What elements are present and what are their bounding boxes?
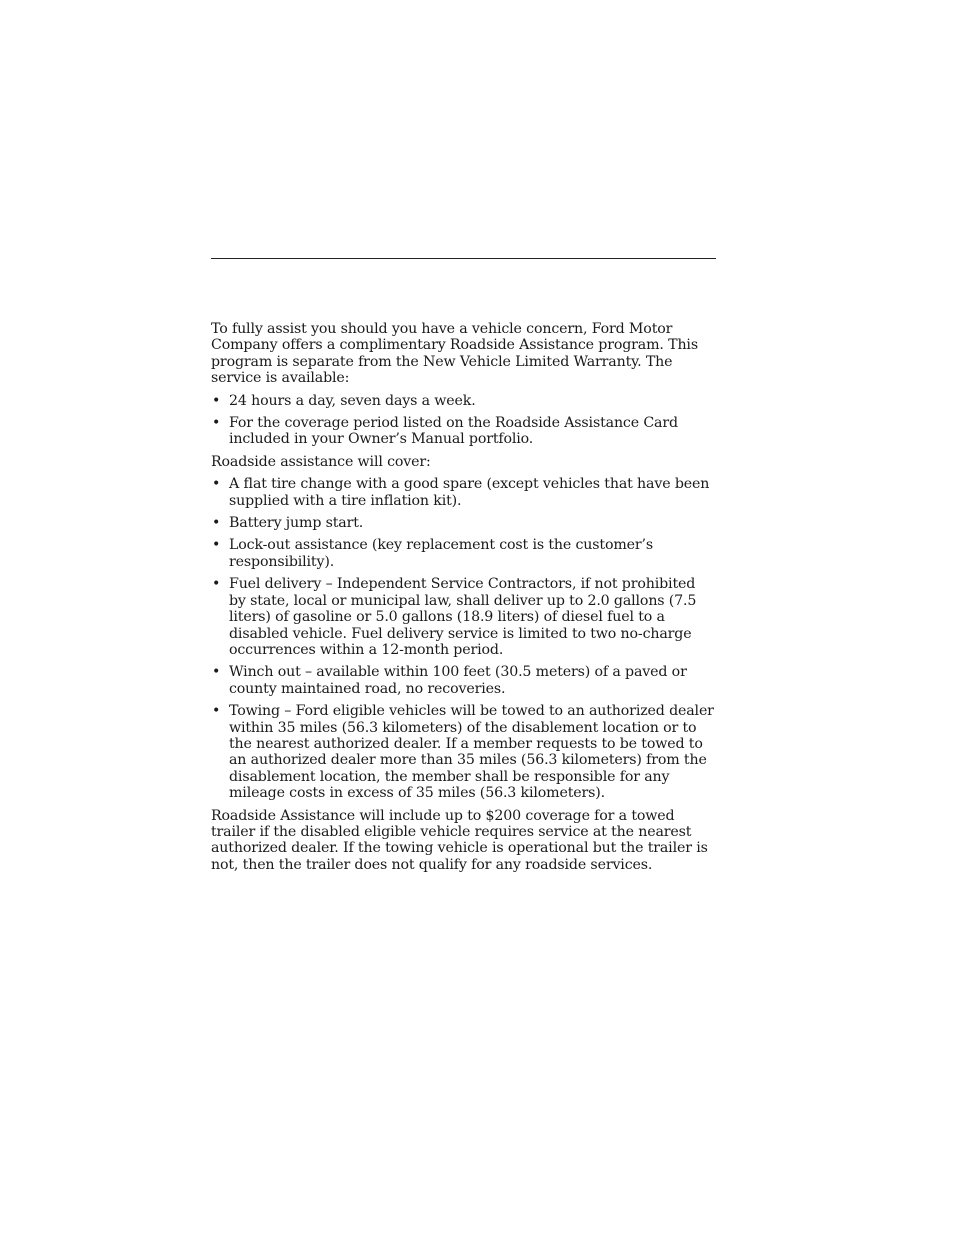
document-body bbox=[211, 321, 716, 879]
bullet-icon: • bbox=[212, 392, 221, 409]
intro-paragraph: To fully assist you should you have a vehicle concern, Ford Motor Company offers a complimentary Roadside Assistance program. This program is separate from the New Vehicle Limited Warranty. The service is available: bbox=[211, 321, 698, 387]
bullet-icon: • bbox=[212, 576, 221, 593]
list-item bbox=[211, 664, 716, 697]
list-item-text: A flat tire change with a good spare (except vehicles that have been supplied with a tire inflation kit). bbox=[229, 476, 710, 509]
list-item-text: 24 hours a day, seven days a week. bbox=[229, 392, 476, 409]
availability-list bbox=[211, 393, 716, 448]
list-item bbox=[211, 515, 716, 531]
coverage-list bbox=[211, 476, 716, 801]
bullet-icon: • bbox=[212, 703, 221, 720]
bullet-icon: • bbox=[212, 664, 221, 681]
bullet-icon: • bbox=[212, 537, 221, 554]
list-item-text: Winch out – available within 100 feet (30.5 meters) of a paved or county maintained road, no recoveries. bbox=[229, 664, 687, 697]
list-item bbox=[211, 476, 716, 509]
list-item bbox=[211, 703, 716, 801]
header-rule bbox=[211, 258, 716, 259]
bullet-icon: • bbox=[212, 415, 221, 432]
trailer-paragraph: Roadside Assistance will include up to $200 coverage for a towed trailer if the disabled eligible vehicle requires service at the nearest authorized dealer. If the towing vehicle is operational but the trailer is not, then the trailer does not qualify for any roadside services. bbox=[211, 807, 708, 873]
list-item-text: For the coverage period listed on the Roadside Assistance Card included in your Owner’s Manual portfolio. bbox=[229, 415, 678, 448]
list-item-text: Battery jump start. bbox=[229, 515, 364, 532]
coverage-heading: Roadside assistance will cover: bbox=[211, 453, 431, 470]
list-item bbox=[211, 393, 716, 409]
list-item bbox=[211, 576, 716, 658]
list-item-text: Fuel delivery – Independent Service Contractors, if not prohibited by state, local or municipal law, shall deliver up to 2.0 gallons (7.5 liters) of gasoline or 5.0 gallons (18.9 liters) of diesel fuel to a disabled vehicle. Fuel delivery service is limited to two no-charge occurrences within a 12-month period. bbox=[229, 576, 697, 658]
list-item-text: Towing – Ford eligible vehicles will be towed to an authorized dealer within 35 miles (56.3 kilometers) of the disablement location or to the nearest authorized dealer. If a member requests to be towed to an authorized dealer more than 35 miles (56.3 kilometers) from the disablement location, the member shall be responsible for any mileage costs in excess of 35 miles (56.3 kilometers). bbox=[229, 703, 714, 802]
bullet-icon: • bbox=[212, 476, 221, 493]
bullet-icon: • bbox=[212, 515, 221, 532]
list-item bbox=[211, 415, 716, 448]
list-item bbox=[211, 537, 716, 570]
list-item-text: Lock-out assistance (key replacement cost is the customer’s responsibility). bbox=[229, 537, 654, 570]
